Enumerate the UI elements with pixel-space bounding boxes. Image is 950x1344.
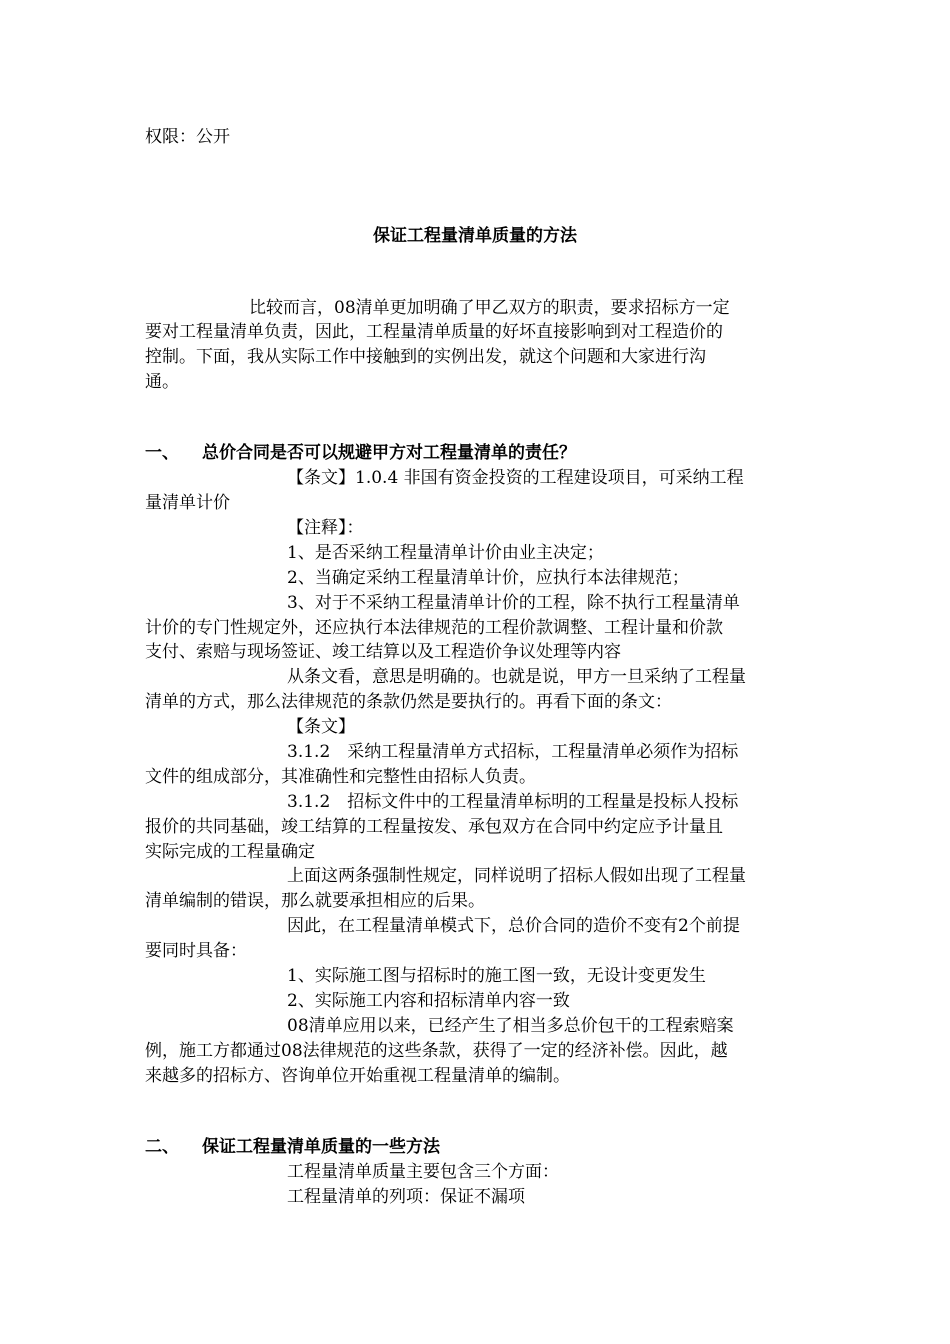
body-line: 工程量清单质量主要包含三个方面：	[287, 1162, 559, 1182]
body-line: 3.1.2 招标文件中的工程量清单标明的工程量是投标人投标	[287, 792, 739, 812]
section-heading	[145, 441, 576, 465]
body-line: 支付、索赔与现场签证、竣工结算以及工程造价争议处理等内容	[145, 642, 621, 662]
body-line: 工程量清单的列项：保证不漏项	[287, 1187, 525, 1207]
body-line: 计价的专门性规定外，还应执行本法律规范的工程价款调整、工程计量和价款	[145, 618, 723, 638]
intro-line: 通。	[145, 372, 179, 392]
body-line: 08清单应用以来，已经产生了相当多总价包干的工程索赔案	[287, 1016, 734, 1036]
section-number: 一、	[145, 443, 179, 463]
body-line: 1、是否采纳工程量清单计价由业主决定；	[287, 543, 604, 563]
body-line: 上面这两条强制性规定，同样说明了招标人假如出现了工程量	[287, 866, 746, 886]
body-line: 1、实际施工图与招标时的施工图一致，无设计变更发生	[287, 966, 706, 986]
body-line: 从条文看，意思是明确的。也就是说，甲方一旦采纳了工程量	[287, 667, 746, 687]
body-line: 要同时具备：	[145, 941, 247, 961]
body-line: 【条文】1.0.4 非国有资金投资的工程建设项目，可采纳工程	[287, 468, 744, 488]
section-number: 二、	[145, 1137, 179, 1157]
section-heading	[145, 1135, 440, 1159]
body-line: 因此，在工程量清单模式下，总价合同的造价不变有2个前提	[287, 916, 740, 936]
body-line: 【注释】：	[287, 518, 364, 538]
body-line: 量清单计价	[145, 493, 230, 513]
body-line: 报价的共同基础，竣工结算的工程量按发、承包双方在合同中约定应予计量且	[145, 817, 723, 837]
body-line: 3、对于不采纳工程量清单计价的工程，除不执行工程量清单	[287, 593, 740, 613]
body-line: 来越多的招标方、咨询单位开始重视工程量清单的编制。	[145, 1066, 570, 1086]
body-line: 文件的组成部分，其准确性和完整性由招标人负责。	[145, 767, 536, 787]
body-line: 实际完成的工程量确定	[145, 842, 315, 862]
section-heading-text: 保证工程量清单质量的一些方法	[202, 1137, 440, 1157]
body-line: 例，施工方都通过08法律规范的这些条款，获得了一定的经济补偿。因此，越	[145, 1041, 728, 1061]
body-line: 【条文】	[287, 717, 355, 737]
intro-line: 控制。下面，我从实际工作中接触到的实例出发，就这个问题和大家进行沟	[145, 347, 706, 367]
body-line: 清单的方式，那么法律规范的条款仍然是要执行的。再看下面的条文：	[145, 692, 672, 712]
body-line: 2、当确定采纳工程量清单计价，应执行本法律规范；	[287, 568, 689, 588]
body-line: 清单编制的错误，那么就要承担相应的后果。	[145, 891, 485, 911]
intro-line: 比较而言，08清单更加明确了甲乙双方的职责，要求招标方一定	[249, 298, 730, 318]
body-line: 3.1.2 采纳工程量清单方式招标，工程量清单必须作为招标	[287, 742, 739, 762]
intro-line: 要对工程量清单负责，因此，工程量清单质量的好坏直接影响到对工程造价的	[145, 322, 723, 342]
body-line: 2、实际施工内容和招标清单内容一致	[287, 991, 570, 1011]
section-heading-text: 总价合同是否可以规避甲方对工程量清单的责任？	[202, 443, 576, 463]
document-title: 保证工程量清单质量的方法	[373, 226, 577, 246]
permission-label: 权限：公开	[145, 127, 230, 147]
